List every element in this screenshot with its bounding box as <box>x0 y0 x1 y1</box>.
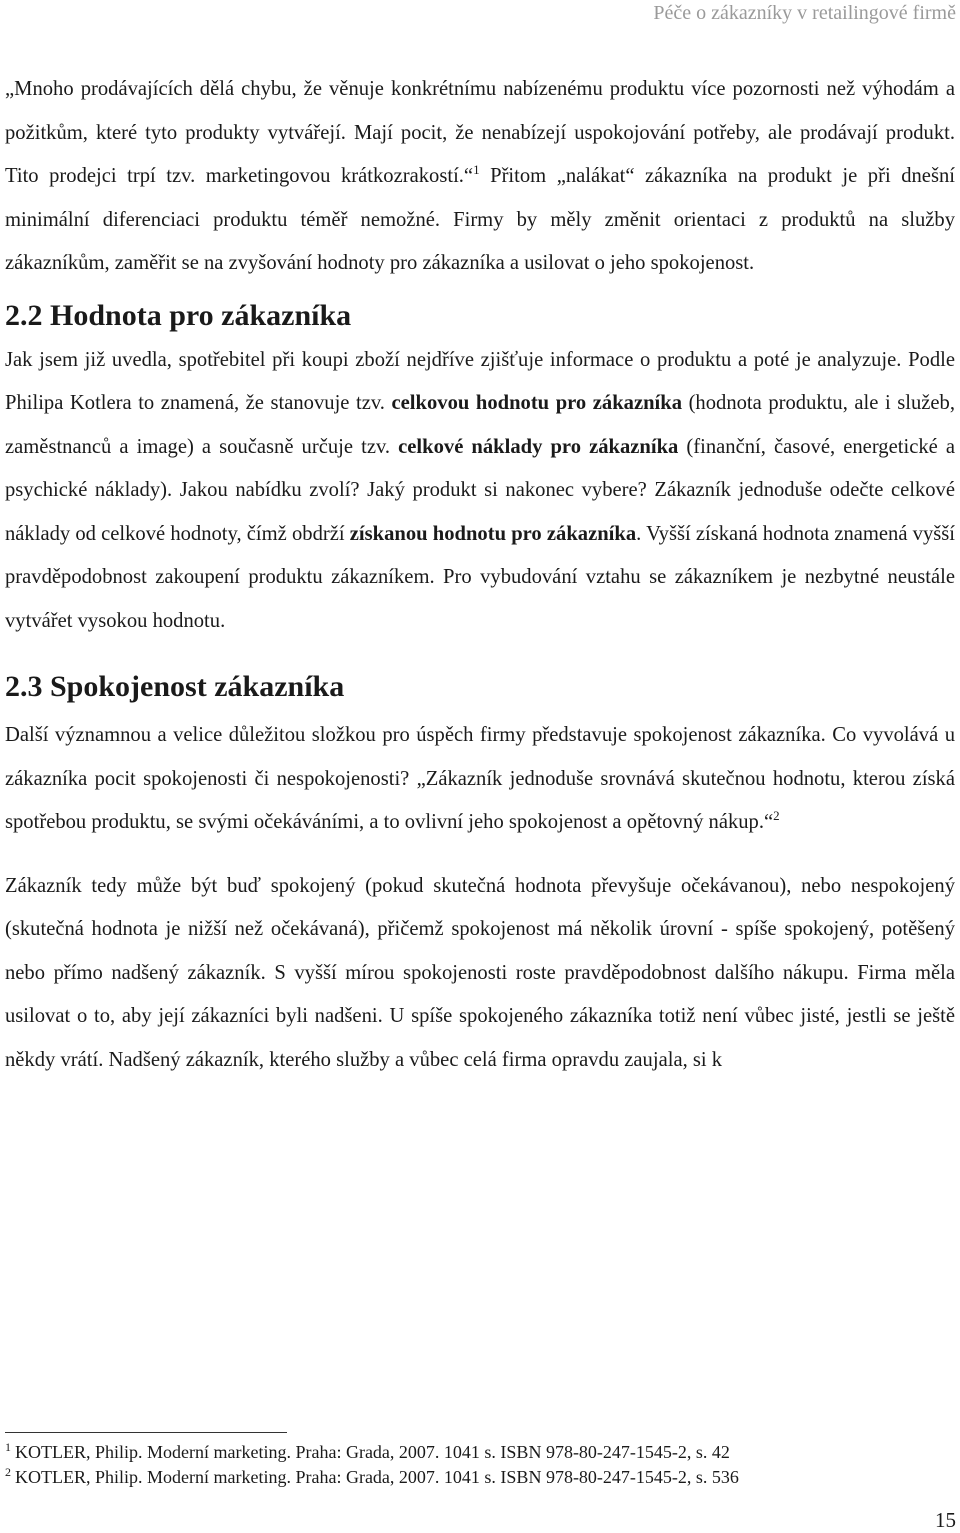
running-header: Péče o zákazníky v retailingové firmě <box>653 2 956 24</box>
text-run: (hodnota produktu, ale i služeb, zaměstnanců a image) a současně určuje tzv. <box>5 392 955 458</box>
footnote-ref-1[interactable]: 1 <box>473 162 480 178</box>
text-run: (finanční, časové, energetické a psychické náklady). Jakou nabídku zvolí? Jaký produkt si nakonec vybere? Zákazník jednoduše odečte celkové náklady od celkové hodnoty, čímž obdrží <box>5 435 955 545</box>
page-body <box>5 68 955 1082</box>
footnote-2 <box>5 1465 945 1490</box>
bold-term: celkovou hodnotu pro zákazníka <box>391 392 683 414</box>
text-run: Jak jsem již uvedla, spotřebitel při koupi zboží nejdříve zjišťuje informace o produktu a poté je analyzuje. Podle Philipa Kotlera to znamená, že stanovuje tzv. <box>5 348 955 414</box>
footnote-separator <box>5 1432 287 1433</box>
bold-term: celkové náklady pro zákazníka <box>398 435 679 458</box>
quote-text: „Mnoho prodávajících dělá chybu, že věnuje konkrétnímu nabízenému produktu více pozornosti než výhodám a požitkům, které tyto produkty vytvářejí. Mají pocit, že nenabízejí uspokojování potřeby, ale prodávají produkt. Tito prodejci trpí tzv. marketingovou krátkozrakostí.“ <box>5 78 955 187</box>
paragraph-satisfaction-2: Zákazník tedy může být buď spokojený (pokud skutečná hodnota převyšuje očekávanou), nebo nespokojený (skutečná hodnota je nižší než očekávaná), přičemž spokojenost má několik úrovní - spíše spokojený, potěšený nebo přímo nadšený zákazník. S vyšší mírou spokojenosti roste pravděpodobnost dalšího nákupu. Firma měla usilovat o to, aby její zákazníci byli nadšeni. U spíše spokojeného zákazníka totiž není vůbec jisté, jestli se ještě někdy vrátí. Nadšený zákazník, kterého služby a vůbec celá firma opravdu zaujala, si k <box>5 874 955 1071</box>
section-heading-2-2: 2.2 Hodnota pro zákazníka <box>5 298 352 332</box>
footnote-text: KOTLER, Philip. Moderní marketing. Praha: Grada, 2007. 1041 s. ISBN 978-80-247-1545-2, s. 536 <box>15 1467 739 1487</box>
page-number: 15 <box>935 1508 956 1532</box>
paragraph-value <box>5 339 955 644</box>
text-run: Další významnou a velice důležitou složkou pro úspěch firmy představuje spokojenost zákazníka. Co vyvolává u zákazníka pocit spokojenosti či nespokojenosti? „Zákazník jednoduše srovnává skutečnou hodnotu, kterou získá spotřebou produktu, se svými očekáváními, a to ovlivní jeho spokojenost a opětovný nákup.“ <box>5 724 955 833</box>
section-heading-2-3: 2.3 Spokojenost zákazníka <box>5 670 345 703</box>
paragraph-satisfaction-1 <box>5 714 955 845</box>
footnotes <box>5 1440 945 1490</box>
footnote-text: KOTLER, Philip. Moderní marketing. Praha: Grada, 2007. 1041 s. ISBN 978-80-247-1545-2, s. 42 <box>15 1442 730 1462</box>
paragraph-intro <box>5 68 955 286</box>
footnote-number: 2 <box>5 1465 11 1479</box>
bold-term: získanou hodnotu pro zákazníka <box>349 522 637 545</box>
paragraph-text: Přitom „nalákat“ zákazníka na produkt je při dnešní minimální diferenciaci produktu téměř nemožné. Firmy by měly změnit orientaci z produktů na služby zákazníkům, zaměřit se na zvyšování hodnoty pro zákazníka a usilovat o jeho spokojenost. <box>5 165 955 274</box>
footnote-number: 1 <box>5 1440 11 1454</box>
footnote-ref-2[interactable]: 2 <box>773 808 780 824</box>
footnote-1 <box>5 1440 945 1465</box>
text-run: . Vyšší získaná hodnota znamená vyšší pravděpodobnost zakoupení produktu zákazníkem. Pro vybudování vztahu se zákazníkem je nezbytné neustále vytvářet vysokou hodnotu. <box>5 522 955 632</box>
